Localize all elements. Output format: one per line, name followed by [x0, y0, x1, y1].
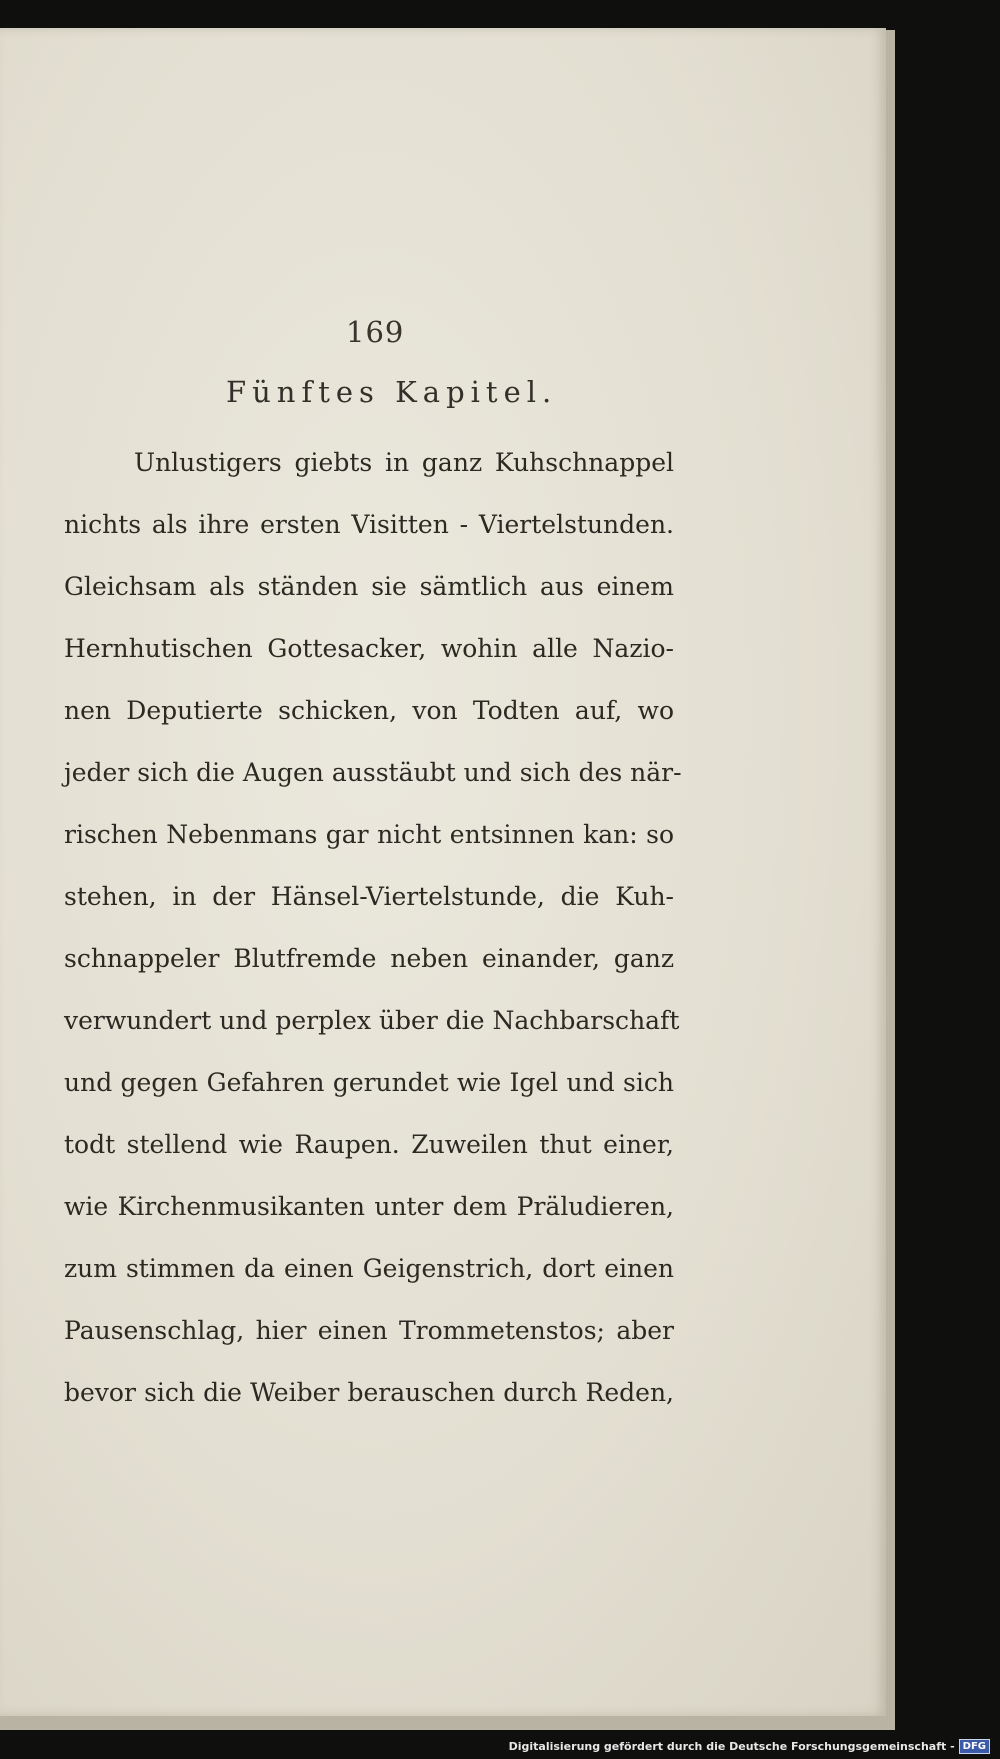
text-line: wie Kirchenmusikanten unter dem Präludieren, [64, 1192, 674, 1221]
footer-text: Digitalisierung gefördert durch die Deutsche Forschungsgemeinschaft - [508, 1739, 955, 1753]
text-line: Hernhutischen Gottesacker, wohin alle Nazio- [64, 634, 674, 663]
text-line: jeder sich die Augen ausstäubt und sich des när- [64, 758, 682, 787]
text-line: schnappeler Blutfremde neben einander, ganz [64, 944, 674, 973]
body-text [64, 432, 682, 1424]
text-line: nen Deputierte schicken, von Todten auf, wo [64, 696, 674, 725]
text-line: stehen, in der Hänsel-Viertelstunde, die Kuh- [64, 882, 674, 911]
text-line: bevor sich die Weiber berauschen durch Reden, [64, 1378, 674, 1407]
text-line: verwundert und perplex über die Nachbarschaft [64, 1006, 680, 1035]
page-number: 169 [346, 315, 405, 349]
text-line: Pausenschlag, hier einen Trommetenstos; aber [64, 1316, 674, 1345]
book-page [0, 28, 886, 1716]
text-line: rischen Nebenmans gar nicht entsinnen kan: so [64, 820, 674, 849]
dfg-logo: DFG [959, 1739, 990, 1754]
text-line: todt stellend wie Raupen. Zuweilen thut einer, [64, 1130, 674, 1159]
text-line: und gegen Gefahren gerundet wie Igel und sich [64, 1068, 674, 1097]
text-line: zum stimmen da einen Geigenstrich, dort einen [64, 1254, 674, 1283]
text-line: Unlustigers giebts in ganz Kuhschnappel [134, 448, 674, 477]
chapter-heading: Fünftes Kapitel. [226, 375, 558, 409]
footer-attribution [509, 1737, 990, 1755]
text-line: Gleichsam als ständen sie sämtlich aus einem [64, 572, 674, 601]
text-line: nichts als ihre ersten Visitten - Viertelstunden. [64, 510, 674, 539]
